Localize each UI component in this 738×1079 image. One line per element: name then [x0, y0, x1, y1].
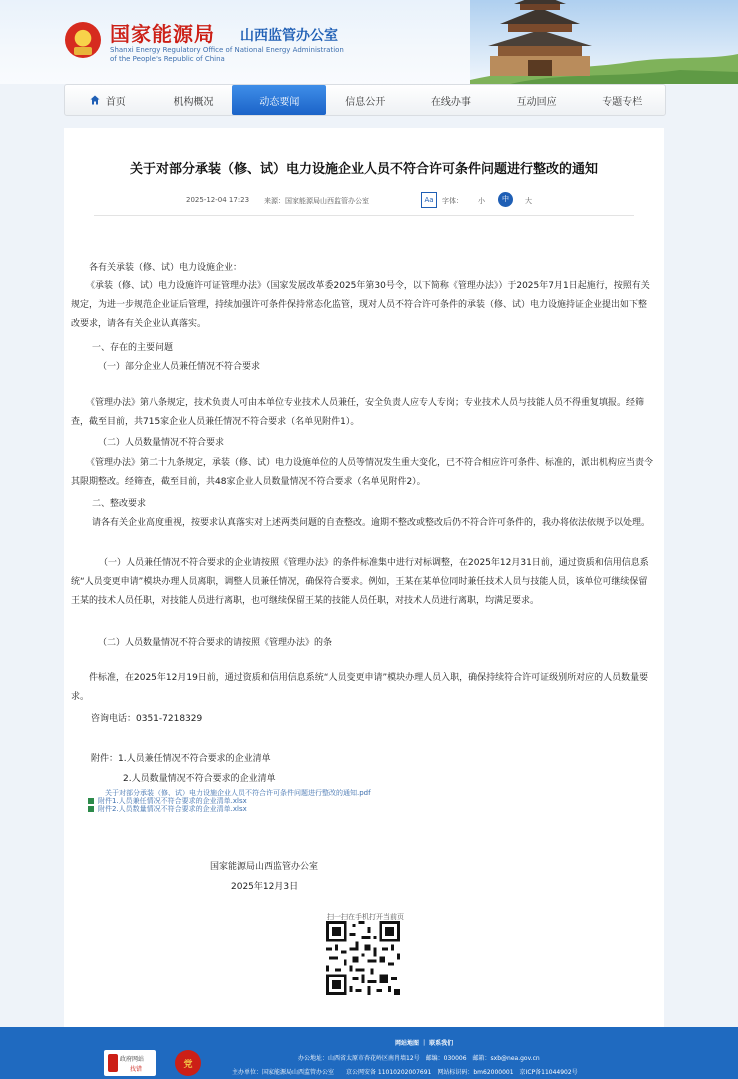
article-panel: [64, 128, 664, 1028]
home-icon: [90, 95, 100, 105]
accessibility-aa-icon[interactable]: Aa: [421, 192, 437, 208]
font-size-large[interactable]: 大: [525, 197, 532, 205]
publish-date: 2025-12-04 17:23: [186, 196, 250, 204]
subsection-heading-1-1: （一）部分企业人员兼任情况不符合要求: [98, 362, 261, 372]
section-heading-2: 二、整改要求: [92, 499, 147, 509]
excel-file-icon: [88, 798, 94, 804]
font-size-medium[interactable]: 中: [498, 192, 513, 207]
attachment-link-xlsx-2[interactable]: 附件2.人员数量情况不符合要求的企业清单.xlsx: [88, 806, 247, 813]
attachments-list-2: 2.人员数量情况不符合要求的企业清单: [123, 774, 276, 784]
font-size-label: 字体：: [442, 197, 463, 205]
paragraph-staff-count: 《管理办法》第二十九条规定，承装（修、试）电力设施单位的人员等情况发生重大变化，已不符合相应许可条件、标准的，派出机构应当责令其限期整改。经筛查，截至目前，共48家企业人员数量情况不符合要求（名单见附件2）。: [71, 458, 654, 487]
nav-organization[interactable]: 机构概况: [173, 96, 214, 108]
nav-home[interactable]: [65, 85, 151, 115]
signature-date: 2025年12月3日: [231, 882, 299, 892]
site-title-english: Shanxi Energy Regulatory Office of National Energy Administration of the People's Republic of China: [110, 46, 344, 63]
contact-phone: 咨询电话：0351-7218329: [91, 714, 203, 724]
paragraph-requirement-2-cont: 件标准，在2025年12月19日前，通过资质和信用信息系统“人员变更申请”模块办理人员入职，确保持续符合许可证级别所对应的人员数量要求。: [71, 673, 649, 702]
paragraph-intro: 《承装（修、试）电力设施许可证管理办法》（国家发展改革委2025年第30号令，以下简称《管理办法》）于2025年7月1日起施行，按照有关规定，为进一步规范企业证后管理，持续加强许可条件保持常态化监管，现对人员不符合许可条件的承装（修、试）电力设施持证企业提出如下整改要求，请各有关企业认真落实。: [71, 281, 650, 329]
paragraph-requirement-2-start: （二）人员数量情况不符合要求的请按照《管理办法》的条: [98, 638, 333, 648]
flag-icon: [108, 1054, 118, 1072]
attachment-link-pdf[interactable]: 关于对部分承装（修、试）电力设施企业人员不符合许可条件问题进行整改的通知.pdf: [105, 789, 371, 797]
paragraph-requirements: 请各有关企业高度重视，按要求认真落实对上述两类问题的自查整改。逾期不整改或整改后仍不符合许可条件的，我办将依法依规予以处理。: [92, 518, 651, 528]
article-source: 来源：国家能源局山西监管办公室: [264, 197, 369, 205]
article-title: 关于对部分承装（修、试）电力设施企业人员不符合许可条件问题进行整改的通知: [129, 162, 598, 177]
attachments-list: 附件：1.人员兼任情况不符合要求的企业清单: [91, 754, 271, 764]
national-emblem-icon: [65, 22, 101, 58]
attachment-link-xlsx-1[interactable]: 附件1.人员兼任情况不符合要求的企业清单.xlsx: [88, 798, 247, 805]
footer-links[interactable]: 网站地图 ｜ 联系我们: [395, 1040, 454, 1047]
signature-org: 国家能源局山西监管办公室: [210, 862, 319, 872]
nav-info-disclosure[interactable]: 信息公开: [345, 96, 386, 108]
site-subtitle: 山西监管办公室: [240, 28, 338, 44]
paragraph-concurrent-roles: 《管理办法》第八条规定，技术负责人可由本单位专业技术人员兼任，安全负责人应专人专岗；专业技术人员与技能人员不得重复填报。经筛查，截至目前，共715家企业人员兼任情况不符合要求（名单见附件1）。: [71, 398, 645, 427]
site-header: [0, 0, 738, 84]
section-heading-1: 一、存在的主要问题: [92, 343, 174, 353]
greeting: 各有关承装（修、试）电力设施企业：: [89, 263, 243, 273]
footer-address: 办公地址：山西省太原市杏花岭区南肖墙12号 邮编：030006 邮箱：sxb@nea.gov.cn: [298, 1055, 540, 1062]
font-size-small[interactable]: 小: [478, 197, 485, 205]
main-nav: [64, 84, 666, 116]
qr-code-icon: [326, 920, 400, 996]
nav-online-services[interactable]: 在线办事: [430, 96, 471, 108]
article-meta: [64, 192, 664, 208]
site-title[interactable]: 国家能源局: [110, 22, 215, 46]
divider: [94, 215, 634, 216]
nav-news[interactable]: 动态要闻: [232, 85, 326, 115]
nav-home-label: 首页: [105, 96, 126, 108]
nav-interaction[interactable]: 互动回应: [516, 96, 557, 108]
footer-host-info: 主办单位：国家能源局山西监管办公室 京公网安备 11010202007691 网站标识码：bm62000001 京ICP备11044902号: [232, 1069, 578, 1076]
nav-special-topics[interactable]: 专题专栏: [602, 96, 643, 108]
excel-file-icon: [88, 806, 94, 812]
site-footer: [0, 1027, 738, 1079]
party-emblem-icon[interactable]: 党: [175, 1050, 201, 1076]
subsection-heading-1-2: （二）人员数量情况不符合要求: [98, 438, 225, 448]
qr-caption: 扫一扫在手机打开当前页: [327, 913, 404, 921]
gov-website-error-report-badge[interactable]: 政府网站 找错: [104, 1050, 156, 1076]
pavilion-banner-image: [470, 0, 738, 84]
paragraph-requirement-1: （一）人员兼任情况不符合要求的企业请按照《管理办法》的条件标准集中进行对标调整，在2025年12月31日前，通过资质和信用信息系统“人员变更申请”模块办理人员离职，调整人员兼任情况，确保符合要求。例如，王某在某单位同时兼任技术人员与技能人员，该单位可继续保留王某的技术人员任职，对技能人员进行离职，也可继续保留王某的技能人员任职，对技术人员进行离职，均满足要求。: [71, 558, 649, 606]
